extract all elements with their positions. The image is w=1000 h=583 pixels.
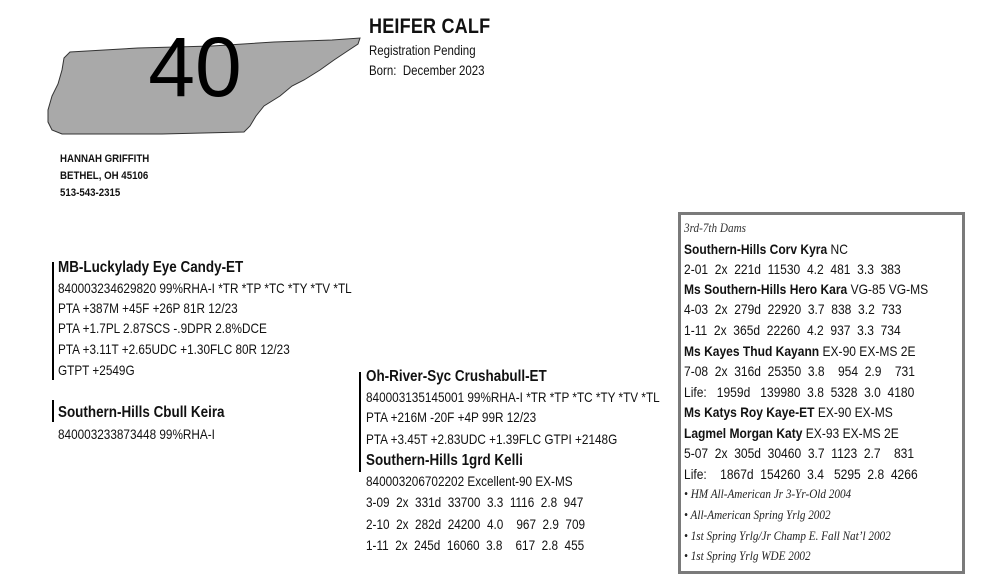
born-label: Born: [369, 62, 397, 78]
ancestor-dam-name [684, 341, 953, 361]
dam-classification: VG-85 VG-MS [847, 281, 929, 297]
sires-sire-line: PTA +1.7PL 2.87SCS -.9DPR 2.8%DCE [58, 320, 267, 336]
dam-classification: NC [827, 241, 848, 257]
ancestor-dam-record: 5-07 2x 305d 30460 3.7 1123 2.7 831 [684, 445, 915, 461]
dam-name: Southern-Hills 1grd Kelli [366, 452, 523, 469]
sires-sire-name: MB-Luckylady Eye Candy-ET [58, 259, 244, 276]
ancestor-dam-record: 4-03 2x 279d 22920 3.7 838 3.2 733 [684, 301, 902, 317]
lot-number: 40 [148, 20, 242, 114]
registration-status: Registration Pending [369, 42, 476, 58]
ancestor-dam-name [684, 239, 875, 259]
dam-classification: EX-90 EX-MS [814, 404, 893, 420]
sire-line: PTA +3.45T +2.83UDC +1.39FLC GTPI +2148G [366, 431, 618, 447]
dam-record: 3-09 2x 331d 33700 3.3 1116 2.8 947 [366, 494, 584, 510]
dam-registration: 840003206702202 Excellent-90 EX-MS [366, 473, 573, 489]
dam-honor-item: • 1st Spring Yrlg/Jr Champ E. Fall Nat’l 2002 [684, 528, 891, 543]
dam-honor-item: • HM All-American Jr 3-Yr-Old 2004 [684, 486, 852, 501]
sire-line: 840003135145001 99%RHA-I *TR *TP *TC *TY *TV *TL [366, 389, 660, 405]
animal-type-title: HEIFER CALF [369, 15, 491, 38]
dam-honor-item: • All-American Spring Yrlg 2002 [684, 507, 831, 522]
consignor-phone: 513-543-2315 [60, 187, 121, 199]
birth-date [369, 62, 510, 78]
ancestor-dam-name [684, 279, 968, 299]
dam-record: 2-10 2x 282d 24200 4.0 967 2.9 709 [366, 516, 586, 532]
pedigree-bracket [359, 372, 361, 472]
dam-record: 1-11 2x 245d 16060 3.8 617 2.8 455 [366, 537, 585, 553]
dam-name-text: Southern-Hills Corv Kyra [684, 241, 828, 257]
consignor-address: BETHEL, OH 45106 [60, 170, 149, 182]
ancestor-dam-record: 7-08 2x 316d 25350 3.8 954 2.9 731 [684, 363, 915, 379]
dam-name-text: Ms Katys Roy Kaye-ET [684, 404, 815, 420]
sire-line: PTA +216M -20F +4P 99R 12/23 [366, 409, 537, 425]
ancestor-dam-record: Life: 1867d 154260 3.4 5295 2.8 4266 [684, 466, 918, 482]
ancestor-dam-name [684, 423, 934, 443]
sires-dam-line: 840003233873448 99%RHA-I [58, 426, 215, 442]
ancestor-dam-record: 1-11 2x 365d 22260 4.2 937 3.3 734 [684, 322, 901, 338]
dam-name-text: Ms Kayes Thud Kayann [684, 343, 820, 359]
dams-box-caption: 3rd-7th Dams [684, 220, 747, 235]
ancestor-dam-record: Life: 1959d 139980 3.8 5328 3.0 4180 [684, 384, 915, 400]
pedigree-bracket [52, 262, 54, 380]
sire-name: Oh-River-Syc Crushabull-ET [366, 368, 547, 385]
dam-honor-item: • 1st Spring Yrlg WDE 2002 [684, 548, 811, 563]
consignor-name: HANNAH GRIFFITH [60, 153, 150, 165]
dam-classification: EX-93 EX-MS 2E [802, 425, 899, 441]
born-value: December 2023 [402, 62, 485, 78]
dam-name-text: Lagmel Morgan Katy [684, 425, 803, 441]
pedigree-bracket [52, 400, 54, 422]
ancestor-dam-name [684, 402, 927, 422]
sires-sire-line: PTA +3.11T +2.65UDC +1.30FLC 80R 12/23 [58, 341, 290, 357]
dam-name-text: Ms Southern-Hills Hero Kara [684, 281, 848, 297]
ancestor-dam-record: 2-01 2x 221d 11530 4.2 481 3.3 383 [684, 261, 901, 277]
sires-sire-line: GTPT +2549G [58, 362, 135, 378]
sires-sire-line: 840003234629820 99%RHA-I *TR *TP *TC *TY *TV *TL [58, 280, 352, 296]
sires-dam-name: Southern-Hills Cbull Keira [58, 404, 225, 421]
dam-classification: EX-90 EX-MS 2E [819, 343, 916, 359]
sires-sire-line: PTA +387M +45F +26P 81R 12/23 [58, 300, 238, 316]
